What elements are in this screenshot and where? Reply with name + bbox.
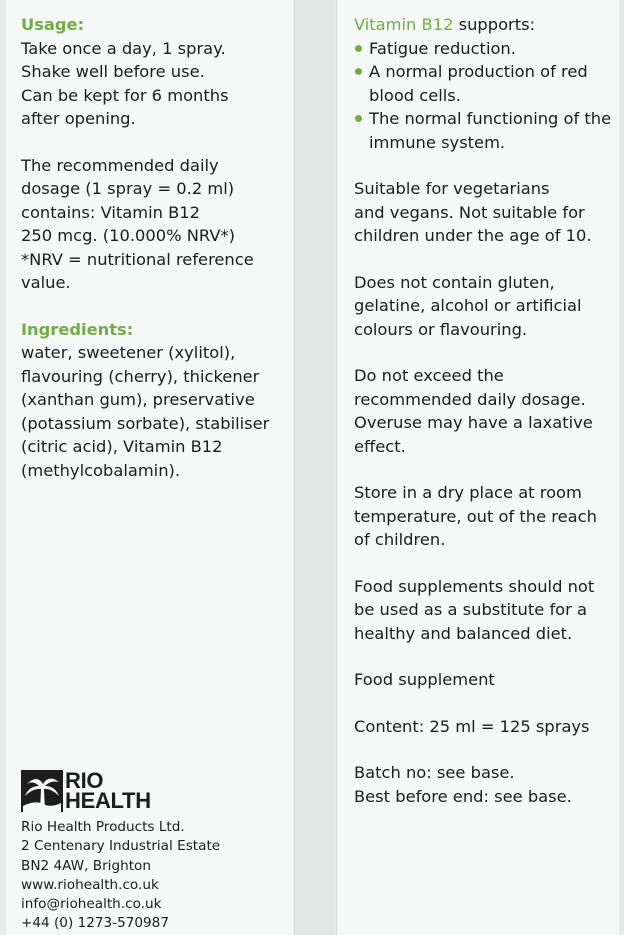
paragraph: Content: 25 ml = 125 sprays — [354, 716, 590, 736]
batch-info — [354, 761, 616, 808]
usage-text: Take once a day, 1 spray. Shake well before use. Can be kept for 6 months after opening. — [21, 38, 229, 128]
bullet-dot-icon — [355, 68, 362, 75]
product-type — [354, 668, 616, 692]
paragraph: Does not contain gluten, gelatine, alcohol or artificial colours or flavouring. — [354, 272, 582, 339]
paragraph: Food supplements should not be used as a substitute for a healthy and balanced diet. — [354, 576, 595, 643]
supplement-notice — [354, 575, 616, 646]
usage-heading: Usage: — [21, 15, 85, 34]
right-panel-content — [354, 13, 616, 831]
list-item — [354, 37, 616, 61]
company-address: Rio Health Products Ltd. 2 Centenary Industrial Estate BN2 4AW, Brighton www.riohealth.co.uk info@riohealth.co.uk +44 (0) 1273-570987 — [21, 819, 221, 932]
supports-section — [354, 13, 616, 154]
paragraph: Food supplement — [354, 670, 495, 689]
left-label-panel — [6, 0, 295, 935]
supports-heading-highlight: Vitamin B12 — [354, 15, 454, 34]
right-label-panel — [336, 0, 619, 935]
dosage-warning — [354, 364, 616, 458]
paragraph: Do not exceed the recommended daily dosage. Overuse may have a laxative effect. — [354, 366, 593, 456]
ingredients-text: water, sweetener (xylitol), flavouring (cherry), thickener (xanthan gum), preservative (potassium sorbate), stabiliser (citric acid), Vitamin B12 (methylcobalamin). — [21, 343, 270, 480]
brand-wordmark — [65, 768, 151, 813]
supports-heading — [354, 13, 616, 37]
left-panel-content — [21, 13, 291, 505]
bullet-text: Fatigue reduction. — [369, 38, 516, 58]
bullet-dot-icon — [355, 45, 362, 52]
dosage-text: The recommended daily dosage (1 spray = 0.2 ml) contains: Vitamin B12 250 mcg. (10.000% NRV*) *NRV = nutritional reference value. — [21, 155, 254, 292]
list-item — [354, 60, 616, 107]
list-item — [354, 107, 616, 154]
bullet-dot-icon — [355, 115, 362, 122]
rio-health-logo — [21, 770, 151, 812]
ingredients-heading: Ingredients: — [21, 319, 134, 339]
box-fold-gap — [296, 0, 334, 935]
palm-tree-logo-icon — [21, 770, 63, 812]
paragraph: Store in a dry place at room temperature, out of the reach of children. — [354, 483, 597, 549]
content-amount — [354, 715, 616, 739]
diet-suitability — [354, 177, 616, 248]
storage — [354, 481, 616, 552]
bullet-text: The normal functioning of the immune system. — [369, 109, 612, 152]
usage-section — [21, 13, 291, 131]
supports-list — [354, 37, 616, 155]
supports-heading-rest: supports: — [453, 15, 536, 34]
brand-line-2: HEALTH — [65, 788, 151, 813]
dosage-section — [21, 154, 291, 295]
bullet-text: A normal production of red blood cells. — [369, 62, 588, 105]
brand-line-1: RIO — [65, 768, 104, 793]
paragraph: Batch no: see base. Best before end: see base. — [354, 763, 572, 806]
paragraph: Suitable for vegetarians and vegans. Not suitable for children under the age of 10. — [354, 179, 592, 245]
free-from — [354, 271, 616, 342]
ingredients-section — [21, 318, 291, 483]
